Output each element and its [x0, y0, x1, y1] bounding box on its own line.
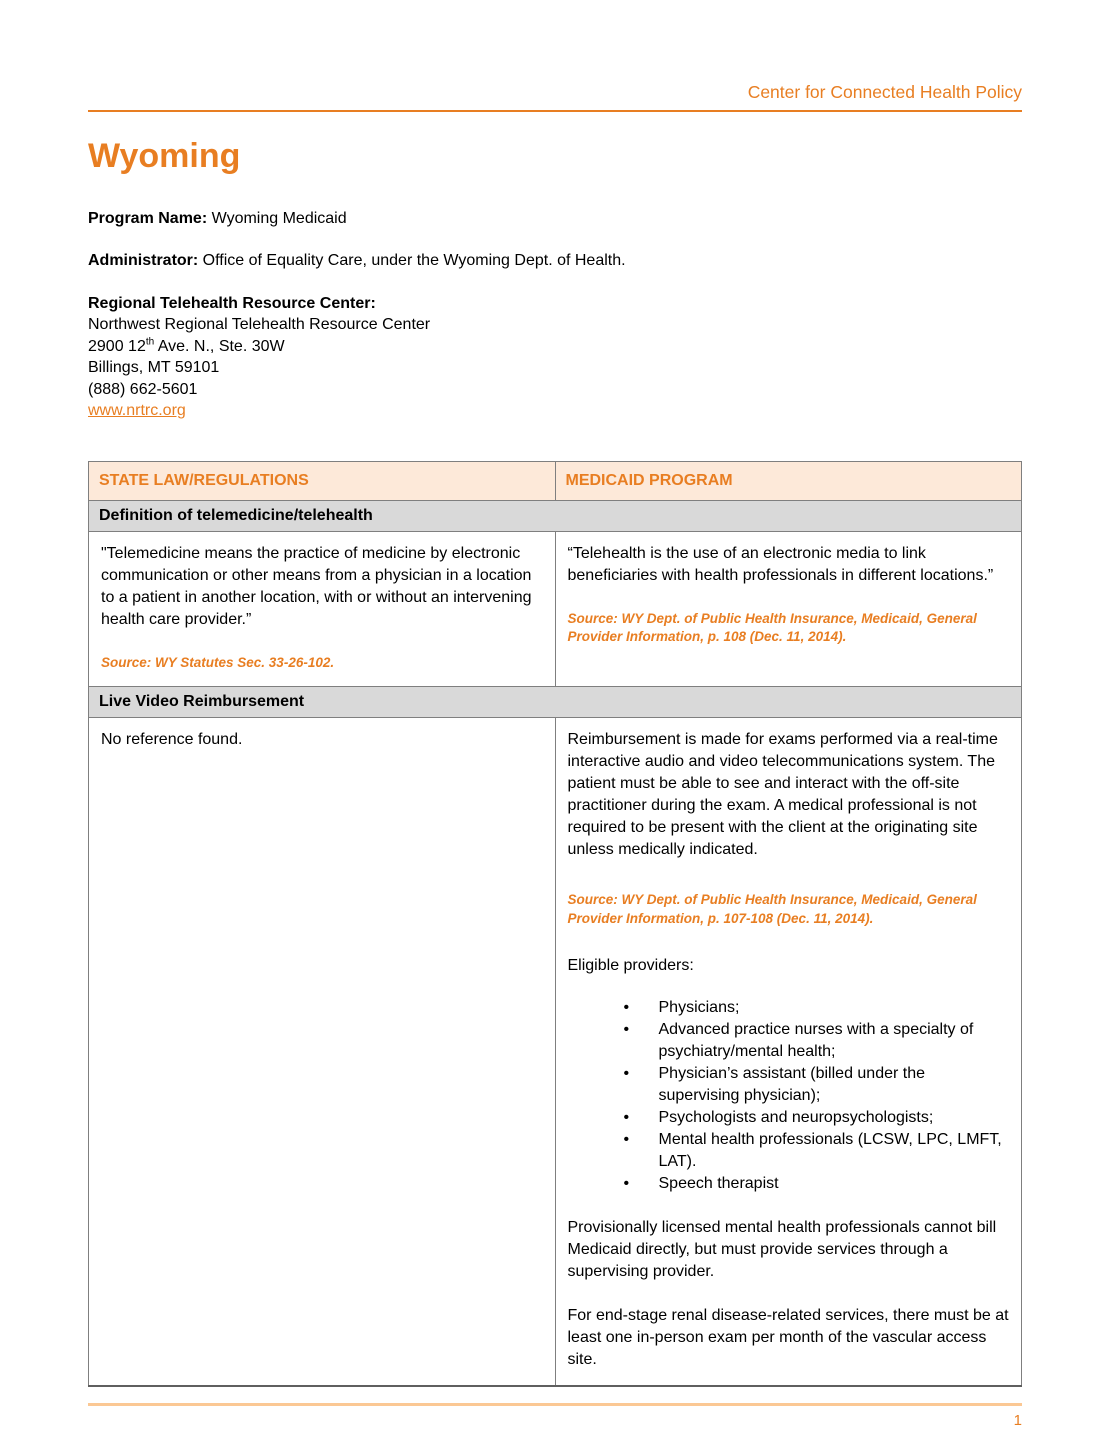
column-header-state-law: STATE LAW/REGULATIONS	[89, 461, 556, 500]
brand-header: Center for Connected Health Policy	[747, 82, 1022, 102]
section-header-definition: Definition of telemedicine/telehealth	[89, 500, 1022, 531]
content-row-live-video	[89, 718, 1022, 1387]
page-header	[88, 83, 1022, 112]
page-title: Wyoming	[88, 137, 241, 175]
list-item: • Physicians;	[624, 997, 1010, 1019]
definition-medicaid-source: Source: WY Dept. of Public Health Insurance, Medicaid, General Provider Information, p. 108 (Dec. 11, 2014).	[567, 610, 977, 645]
resource-center-city: Billings, MT 59101	[88, 359, 220, 377]
definition-state-law-text: "Telemedicine means the practice of medicine by electronic communication or other means from a physician in a location to a patient in another location, with or without an intervening health care provider.”	[101, 544, 532, 628]
column-header-medicaid-program: MEDICAID PROGRAM	[555, 461, 1022, 500]
section-row-live-video	[89, 687, 1022, 718]
section-row-definition	[89, 500, 1022, 531]
administrator-value: Office of Equality Care, under the Wyoming Dept. of Health.	[198, 252, 626, 270]
administrator-label: Administrator:	[88, 252, 199, 270]
list-item: • Physician’s assistant (billed under the supervising physician);	[624, 1063, 1010, 1107]
live-video-source: Source: WY Dept. of Public Health Insurance, Medicaid, General Provider Information, p. 107-108 (Dec. 11, 2014).	[567, 892, 977, 926]
administrator-line	[88, 250, 1022, 272]
resource-center-label: Regional Telehealth Resource Center:	[88, 294, 376, 312]
address-street-rest: Ave. N., Ste. 30W	[154, 337, 285, 355]
resource-center-website-link[interactable]: www.nrtrc.org	[88, 402, 186, 420]
resource-center-block	[88, 293, 1022, 422]
definition-medicaid-text: “Telehealth is the use of an electronic media to link beneficiaries with health professionals in different locations.”	[567, 544, 994, 584]
page-number: 1	[1013, 1412, 1022, 1430]
definition-state-law-cell	[89, 531, 556, 687]
list-item: • Advanced practice nurses with a specialty of psychiatry/mental health;	[624, 1019, 1010, 1063]
live-video-state-law-text: No reference found.	[101, 731, 243, 749]
section-header-live-video: Live Video Reimbursement	[89, 687, 1022, 718]
address-ordinal-suffix: th	[145, 336, 155, 348]
live-video-state-law-cell	[89, 718, 556, 1387]
list-item: • Mental health professionals (LCSW, LPC, LMFT, LAT).	[624, 1129, 1010, 1173]
end-stage-renal-text: For end-stage renal disease-related services, there must be at least one in-person exam per month of the vascular access site.	[567, 1307, 1009, 1369]
program-name-value: Wyoming Medicaid	[207, 209, 347, 227]
resource-center-phone: (888) 662-5601	[88, 380, 198, 398]
list-item: • Speech therapist	[624, 1173, 1010, 1195]
provisionally-licensed-text: Provisionally licensed mental health professionals cannot bill Medicaid directly, but must provide services through a supervising provider.	[567, 1219, 997, 1281]
list-item: • Psychologists and neuropsychologists;	[624, 1107, 1010, 1129]
program-name-label: Program Name:	[88, 209, 208, 227]
definition-state-law-source: Source: WY Statutes Sec. 33-26-102.	[101, 654, 335, 670]
page-footer	[88, 1403, 1022, 1429]
content-row-definition	[89, 531, 1022, 687]
resource-center-name: Northwest Regional Telehealth Resource Center	[88, 316, 431, 334]
live-video-medicaid-cell	[555, 718, 1022, 1387]
live-video-reimbursement-text: Reimbursement is made for exams performed via a real-time interactive audio and video telecommunications system. The patient must be able to see and interact with the off-site practitioner during the exam. A medical professional is not required to be present with the client at the originating site unless medically indicated.	[567, 731, 998, 859]
definition-medicaid-cell	[555, 531, 1022, 687]
resource-center-address	[88, 336, 1022, 358]
address-street: 2900 12	[88, 337, 146, 355]
eligible-providers-list	[624, 997, 1010, 1195]
table-header-row	[89, 461, 1022, 500]
program-name-line	[88, 208, 1022, 230]
policy-table	[88, 461, 1022, 1388]
eligible-providers-heading: Eligible providers:	[567, 957, 694, 975]
